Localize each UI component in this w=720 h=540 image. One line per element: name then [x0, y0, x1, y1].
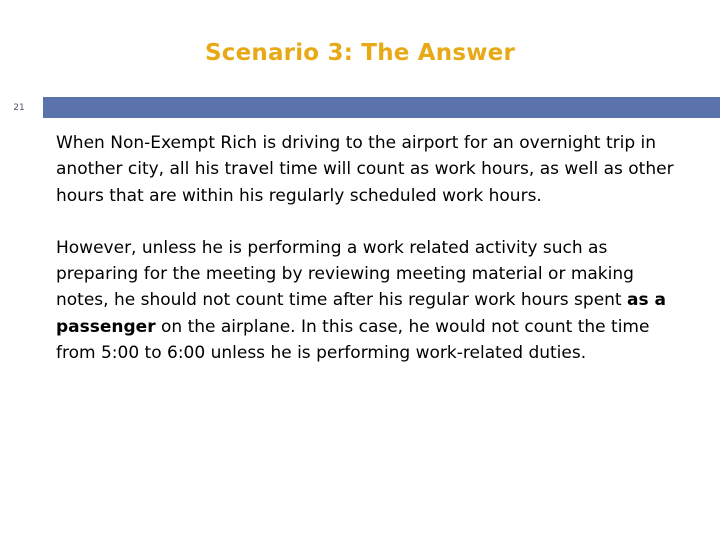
- slide-number: 21: [0, 97, 38, 119]
- paragraph-passenger: [56, 235, 688, 366]
- paragraph-driving: When Non-Exempt Rich is driving to the airport for an overnight trip in another city, all his travel time will count as work hours, as well as other hours that are within his regularly scheduled work hours.: [56, 133, 674, 206]
- emphasis-passenger: as a passenger: [56, 290, 666, 337]
- slide-title: Scenario 3: The Answer: [204, 40, 516, 66]
- slide-body: [56, 130, 688, 366]
- header-bar: [43, 97, 720, 118]
- paragraph-text-before: However, unless he is performing a work related activity such as preparing for the meeting by reviewing meeting material or making notes, he should not count time after his regular work hours spent: [56, 237, 634, 311]
- paragraph-text-after: on the airplane. In this case, he would not count the time from 5:00 to 6:00 unless he is performing work-related duties.: [56, 316, 650, 364]
